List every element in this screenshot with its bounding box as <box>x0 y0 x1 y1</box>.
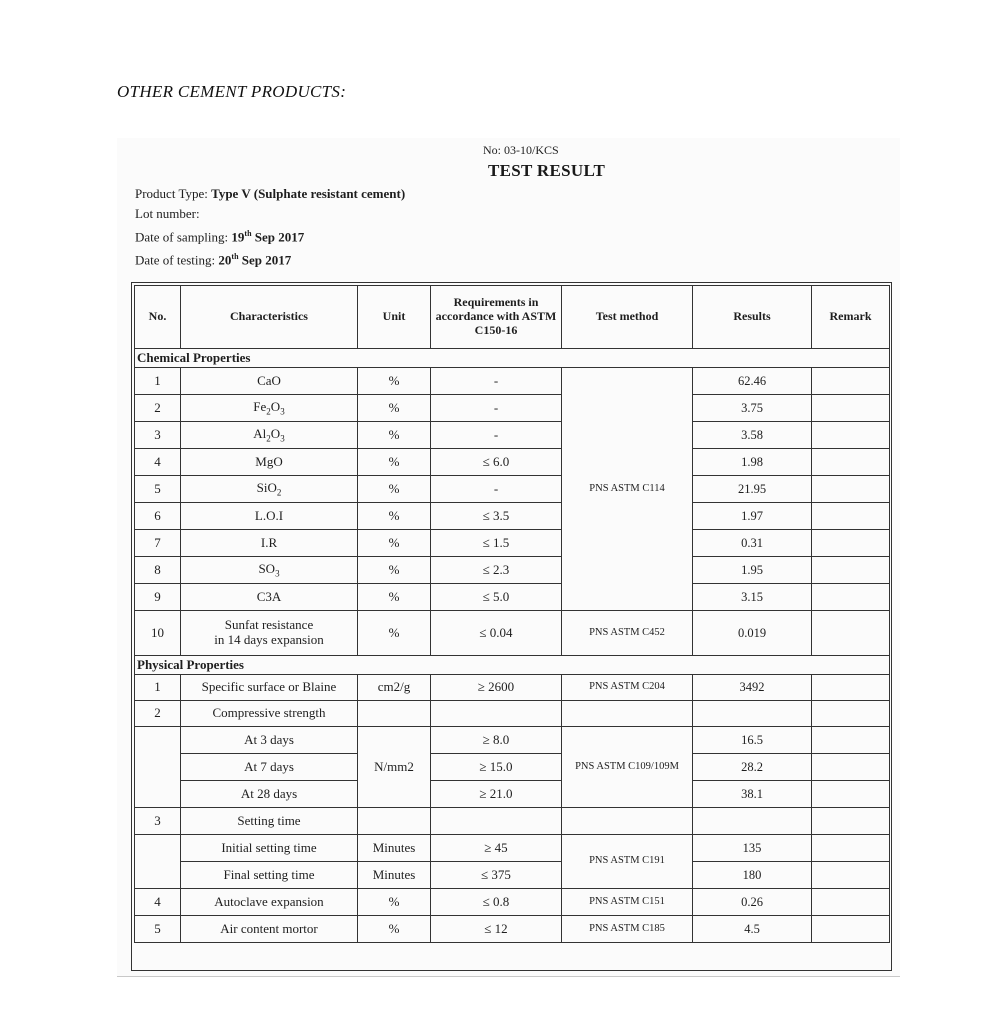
test-method-cell: PNS ASTM C114 <box>562 368 693 611</box>
characteristic-name <box>181 395 358 422</box>
document-number: No: 03-10/KCS <box>483 143 559 157</box>
table-row <box>135 889 890 916</box>
row-number: 6 <box>135 503 181 530</box>
unit-cell: % <box>358 916 431 943</box>
requirement-cell: - <box>431 476 562 503</box>
table-row <box>135 916 890 943</box>
requirement-cell: - <box>431 422 562 449</box>
requirement-cell: ≥ 8.0 <box>431 727 562 754</box>
characteristic-name: At 7 days <box>181 754 358 781</box>
test-method-cell: PNS ASTM C185 <box>562 916 693 943</box>
product-type-line <box>135 186 405 202</box>
table-row <box>135 449 890 476</box>
requirement-cell: - <box>431 368 562 395</box>
remark-cell <box>812 862 890 889</box>
row-number: 3 <box>135 422 181 449</box>
table-row <box>135 835 890 862</box>
row-number: 7 <box>135 530 181 557</box>
requirement-cell: ≤ 0.8 <box>431 889 562 916</box>
empty-cell <box>693 701 812 727</box>
section-title: Physical Properties <box>135 656 890 675</box>
result-cell: 3.15 <box>693 584 812 611</box>
characteristic-name <box>181 530 358 557</box>
testing-month-year: Sep 2017 <box>241 252 292 268</box>
row-number: 4 <box>135 449 181 476</box>
requirement-cell: ≥ 45 <box>431 835 562 862</box>
sampling-day: 19 <box>231 229 245 245</box>
requirement-cell: ≤ 6.0 <box>431 449 562 476</box>
formula-tail: O <box>270 425 281 441</box>
characteristic-name: Specific surface or Blaine <box>181 675 358 701</box>
characteristic-name <box>181 584 358 611</box>
remark-cell <box>812 476 890 503</box>
section-title: Chemical Properties <box>135 349 890 368</box>
unit-cell: % <box>358 476 431 503</box>
row-number: 10 <box>135 611 181 656</box>
sampling-date-label: Date of sampling: <box>135 229 229 245</box>
formula-base: SiO <box>256 479 277 495</box>
result-cell: 16.5 <box>693 727 812 754</box>
result-cell: 3.75 <box>693 395 812 422</box>
formula-subscript: 2 <box>276 487 282 498</box>
row-number <box>135 727 181 808</box>
empty-cell <box>693 808 812 835</box>
remark-cell <box>812 835 890 862</box>
table-row <box>135 422 890 449</box>
result-cell: 0.26 <box>693 889 812 916</box>
formula-subscript: 2 <box>266 406 271 417</box>
formula-subscript: 3 <box>280 433 285 444</box>
formula-base: SO <box>258 560 276 576</box>
characteristic-name <box>181 611 358 656</box>
row-number: 1 <box>135 368 181 395</box>
table-row <box>135 781 890 808</box>
formula-base: MgO <box>255 453 283 469</box>
formula-subscript: 3 <box>275 568 280 579</box>
row-number <box>135 835 181 889</box>
empty-cell <box>812 808 890 835</box>
empty-cell <box>358 701 431 727</box>
row-number: 2 <box>135 701 181 727</box>
empty-cell <box>812 701 890 727</box>
test-method-cell: PNS ASTM C204 <box>562 675 693 701</box>
unit-cell: % <box>358 395 431 422</box>
unit-cell: N/mm2 <box>358 727 431 808</box>
row-number: 8 <box>135 557 181 584</box>
result-cell: 3492 <box>693 675 812 701</box>
row-number: 9 <box>135 584 181 611</box>
remark-cell <box>812 449 890 476</box>
formula-base: Fe <box>253 398 267 414</box>
empty-cell <box>431 808 562 835</box>
remark-cell <box>812 754 890 781</box>
result-cell: 28.2 <box>693 754 812 781</box>
result-cell: 180 <box>693 862 812 889</box>
requirement-cell: ≥ 15.0 <box>431 754 562 781</box>
characteristic-name <box>181 368 358 395</box>
requirement-cell: ≤ 5.0 <box>431 584 562 611</box>
formula-base: Al <box>253 425 267 441</box>
header-unit: Unit <box>358 286 431 349</box>
unit-cell: % <box>358 368 431 395</box>
requirement-cell: - <box>431 395 562 422</box>
lot-number-line <box>135 206 200 222</box>
requirement-cell: ≥ 2600 <box>431 675 562 701</box>
result-cell: 1.98 <box>693 449 812 476</box>
formula-subscript: 3 <box>280 406 285 417</box>
formula-base: I.R <box>260 534 278 550</box>
table-row <box>135 557 890 584</box>
formula-tail: O <box>270 398 281 414</box>
remark-cell <box>812 889 890 916</box>
remark-cell <box>812 503 890 530</box>
remark-cell <box>812 395 890 422</box>
unit-cell: Minutes <box>358 835 431 862</box>
formula-subscript: 2 <box>266 433 271 444</box>
requirement-cell: ≥ 21.0 <box>431 781 562 808</box>
empty-cell <box>358 808 431 835</box>
table-row <box>135 808 890 835</box>
sampling-date-line <box>135 229 304 245</box>
remark-cell <box>812 368 890 395</box>
formula-base: CaO <box>257 372 281 388</box>
table-row <box>135 395 890 422</box>
characteristic-name: Air content mortor <box>181 916 358 943</box>
row-number: 4 <box>135 889 181 916</box>
sampling-month-year: Sep 2017 <box>254 229 305 245</box>
table-row <box>135 530 890 557</box>
product-type-label: Product Type: <box>135 186 208 201</box>
table-row <box>135 727 890 754</box>
row-number: 1 <box>135 675 181 701</box>
characteristic-name <box>181 503 358 530</box>
characteristic-name: At 3 days <box>181 727 358 754</box>
table-row <box>135 701 890 727</box>
remark-cell <box>812 530 890 557</box>
testing-date-label: Date of testing: <box>135 252 216 268</box>
table-row <box>135 675 890 701</box>
characteristic-name <box>181 557 358 584</box>
remark-cell <box>812 611 890 656</box>
result-cell: 0.019 <box>693 611 812 656</box>
unit-cell: % <box>358 422 431 449</box>
characteristic-name: Autoclave expansion <box>181 889 358 916</box>
table-row <box>135 503 890 530</box>
formula-base: C3A <box>256 588 282 604</box>
characteristic-name: Compressive strength <box>181 701 358 727</box>
table-row <box>135 368 890 395</box>
empty-cell <box>562 808 693 835</box>
requirement-cell: ≤ 12 <box>431 916 562 943</box>
remark-cell <box>812 781 890 808</box>
requirement-cell: ≤ 375 <box>431 862 562 889</box>
requirement-cell: ≤ 0.04 <box>431 611 562 656</box>
empty-cell <box>562 701 693 727</box>
sampling-day-suffix: th <box>244 229 252 238</box>
remark-cell <box>812 727 890 754</box>
result-cell: 3.58 <box>693 422 812 449</box>
header-no: No. <box>135 286 181 349</box>
unit-cell: % <box>358 449 431 476</box>
test-method-cell: PNS ASTM C452 <box>562 611 693 656</box>
table-row <box>135 862 890 889</box>
document-title: TEST RESULT <box>488 161 606 180</box>
requirement-cell: ≤ 2.3 <box>431 557 562 584</box>
table-row <box>135 476 890 503</box>
remark-cell <box>812 584 890 611</box>
test-result-table <box>134 285 890 943</box>
result-cell: 0.31 <box>693 530 812 557</box>
row-number: 5 <box>135 916 181 943</box>
characteristic-line: in 14 days expansion <box>214 632 324 647</box>
result-cell: 62.46 <box>693 368 812 395</box>
test-method-cell: PNS ASTM C151 <box>562 889 693 916</box>
characteristic-line: Sunfat resistance <box>224 617 314 633</box>
unit-cell: % <box>358 889 431 916</box>
requirement-cell: ≤ 3.5 <box>431 503 562 530</box>
row-number: 2 <box>135 395 181 422</box>
testing-date-line <box>135 252 291 268</box>
characteristic-name <box>181 422 358 449</box>
lot-number-label: Lot number: <box>135 206 200 221</box>
unit-cell: % <box>358 530 431 557</box>
table-row <box>135 611 890 656</box>
header-test-method: Test method <box>562 286 693 349</box>
unit-cell: % <box>358 584 431 611</box>
test-method-cell: PNS ASTM C109/109M <box>562 727 693 808</box>
testing-day: 20 <box>218 252 232 268</box>
characteristic-name: Initial setting time <box>181 835 358 862</box>
unit-cell: Minutes <box>358 862 431 889</box>
testing-day-suffix: th <box>231 252 239 261</box>
table-header-row <box>135 286 890 349</box>
remark-cell <box>812 557 890 584</box>
product-type-value: Type V (Sulphate resistant cement) <box>211 186 406 201</box>
test-method-cell: PNS ASTM C191 <box>562 835 693 889</box>
row-number: 5 <box>135 476 181 503</box>
characteristic-name <box>181 449 358 476</box>
remark-cell <box>812 916 890 943</box>
characteristic-name: Final setting time <box>181 862 358 889</box>
result-cell: 135 <box>693 835 812 862</box>
characteristic-name: Setting time <box>181 808 358 835</box>
remark-cell <box>812 675 890 701</box>
result-cell: 1.95 <box>693 557 812 584</box>
result-cell: 21.95 <box>693 476 812 503</box>
unit-cell: % <box>358 503 431 530</box>
section-physical-properties <box>135 656 890 675</box>
characteristic-name <box>181 476 358 503</box>
table-row <box>135 754 890 781</box>
formula-base: L.O.I <box>254 507 284 523</box>
unit-cell: % <box>358 611 431 656</box>
result-cell: 1.97 <box>693 503 812 530</box>
characteristic-name: At 28 days <box>181 781 358 808</box>
page-heading: OTHER CEMENT PRODUCTS: <box>117 82 347 101</box>
row-number: 3 <box>135 808 181 835</box>
table-row <box>135 584 890 611</box>
remark-cell <box>812 422 890 449</box>
header-characteristics: Characteristics <box>181 286 358 349</box>
header-results: Results <box>693 286 812 349</box>
result-cell: 38.1 <box>693 781 812 808</box>
section-chemical-properties <box>135 349 890 368</box>
result-cell: 4.5 <box>693 916 812 943</box>
header-requirements: Requirements in accordance with ASTM C150-16 <box>431 286 562 349</box>
empty-cell <box>431 701 562 727</box>
unit-cell: cm2/g <box>358 675 431 701</box>
requirement-cell: ≤ 1.5 <box>431 530 562 557</box>
header-remark: Remark <box>812 286 890 349</box>
unit-cell: % <box>358 557 431 584</box>
